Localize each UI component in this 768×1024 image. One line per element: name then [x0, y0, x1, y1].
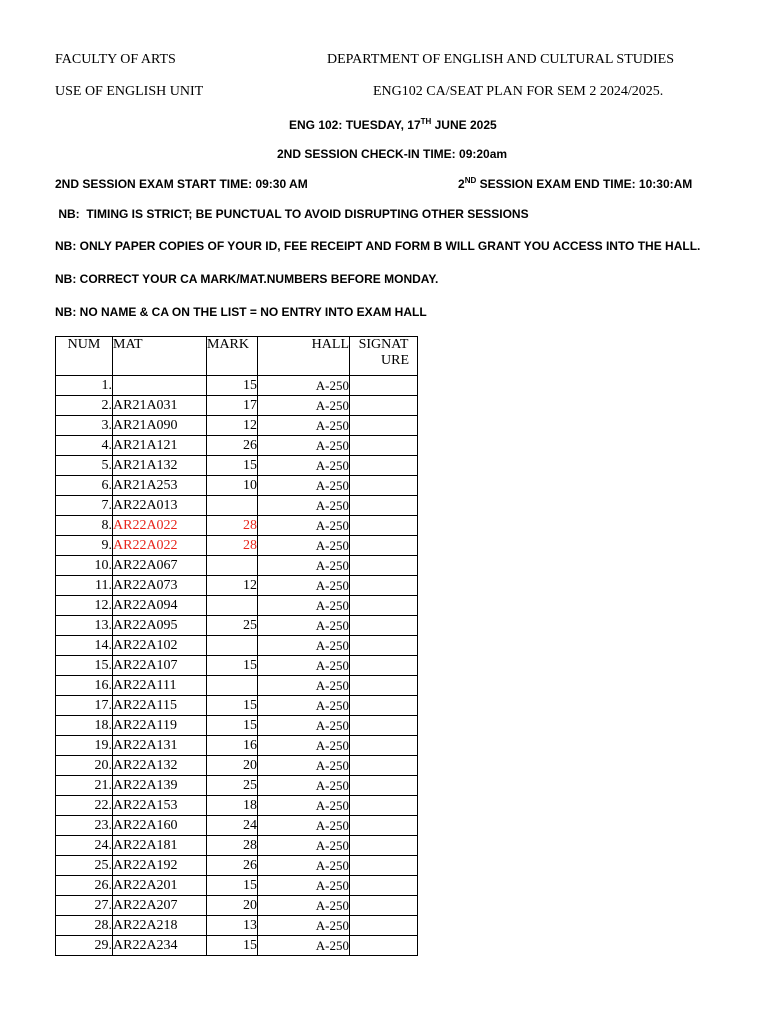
row-hall-cell: A-250: [258, 776, 350, 796]
table-row: [56, 896, 418, 916]
exam-date-prefix: ENG 102: TUESDAY, 17: [289, 118, 421, 132]
table-row: [56, 576, 418, 596]
row-mat-cell: AR21A132: [113, 456, 207, 476]
row-num-cell: 17.: [56, 696, 113, 716]
table-row: [56, 936, 418, 956]
row-hall-cell: A-250: [258, 936, 350, 956]
row-mat-cell: AR22A073: [113, 576, 207, 596]
row-signature-cell: [350, 776, 418, 796]
row-hall-cell: A-250: [258, 556, 350, 576]
row-mat-cell: AR22A131: [113, 736, 207, 756]
row-mark-cell: [207, 596, 258, 616]
row-hall-cell: A-250: [258, 636, 350, 656]
table-row: [56, 376, 418, 396]
row-mark-cell: 15: [207, 376, 258, 396]
row-signature-cell: [350, 496, 418, 516]
row-mat-cell: AR21A121: [113, 436, 207, 456]
checkin-time: 2ND SESSION CHECK-IN TIME: 09:20am: [277, 147, 508, 161]
table-row: [56, 836, 418, 856]
row-signature-cell: [350, 916, 418, 936]
row-mat-cell: AR22A132: [113, 756, 207, 776]
row-num-cell: 16.: [56, 676, 113, 696]
row-mat-cell: AR22A207: [113, 896, 207, 916]
row-signature-cell: [350, 416, 418, 436]
row-num-cell: 22.: [56, 796, 113, 816]
row-num-cell: 4.: [56, 436, 113, 456]
row-mark-cell: 15: [207, 696, 258, 716]
row-mark-cell: 15: [207, 936, 258, 956]
row-num-cell: 10.: [56, 556, 113, 576]
row-signature-cell: [350, 816, 418, 836]
row-signature-cell: [350, 756, 418, 776]
row-num-cell: 12.: [56, 596, 113, 616]
exam-end-prefix: 2: [458, 177, 465, 191]
table-row: [56, 876, 418, 896]
row-mark-cell: [207, 496, 258, 516]
header-hall: HALL: [258, 337, 350, 376]
row-mat-cell: AR22A013: [113, 496, 207, 516]
row-num-cell: 6.: [56, 476, 113, 496]
row-mat-cell: AR22A160: [113, 816, 207, 836]
header-signature: [350, 337, 418, 376]
row-hall-cell: A-250: [258, 436, 350, 456]
unit-title: USE OF ENGLISH UNIT: [55, 84, 204, 99]
row-signature-cell: [350, 456, 418, 476]
row-signature-cell: [350, 576, 418, 596]
row-hall-cell: A-250: [258, 856, 350, 876]
row-mat-cell: AR22A234: [113, 936, 207, 956]
row-mark-cell: 25: [207, 776, 258, 796]
row-num-cell: 23.: [56, 816, 113, 836]
note-correct-ca: NB: CORRECT YOUR CA MARK/MAT.NUMBERS BEFORE MONDAY.: [55, 272, 439, 286]
row-mat-cell: AR22A022: [113, 536, 207, 556]
table-row: [56, 616, 418, 636]
table-row: [56, 456, 418, 476]
row-signature-cell: [350, 936, 418, 956]
row-hall-cell: A-250: [258, 476, 350, 496]
row-num-cell: 18.: [56, 716, 113, 736]
note-no-entry: NB: NO NAME & CA ON THE LIST = NO ENTRY INTO EXAM HALL: [55, 305, 427, 319]
table-row: [56, 756, 418, 776]
row-mat-cell: AR22A095: [113, 616, 207, 636]
seat-plan-table: [55, 336, 418, 956]
exam-end-suffix: SESSION EXAM END TIME: 10:30:AM: [476, 177, 693, 191]
row-mark-cell: [207, 636, 258, 656]
row-signature-cell: [350, 676, 418, 696]
row-mat-cell: AR22A115: [113, 696, 207, 716]
row-mark-cell: 26: [207, 856, 258, 876]
row-mat-cell: AR22A107: [113, 656, 207, 676]
row-hall-cell: A-250: [258, 656, 350, 676]
row-signature-cell: [350, 616, 418, 636]
row-mark-cell: 12: [207, 416, 258, 436]
row-mat-cell: AR22A218: [113, 916, 207, 936]
table-row: [56, 416, 418, 436]
table-row: [56, 736, 418, 756]
row-signature-cell: [350, 376, 418, 396]
row-signature-cell: [350, 896, 418, 916]
table-row: [56, 516, 418, 536]
row-signature-cell: [350, 596, 418, 616]
row-mark-cell: 15: [207, 716, 258, 736]
row-hall-cell: A-250: [258, 536, 350, 556]
faculty-title: FACULTY OF ARTS: [55, 52, 176, 67]
row-hall-cell: A-250: [258, 756, 350, 776]
row-hall-cell: A-250: [258, 576, 350, 596]
row-signature-cell: [350, 636, 418, 656]
row-mark-cell: [207, 556, 258, 576]
row-signature-cell: [350, 736, 418, 756]
row-mark-cell: 13: [207, 916, 258, 936]
row-signature-cell: [350, 796, 418, 816]
row-signature-cell: [350, 856, 418, 876]
row-mark-cell: 25: [207, 616, 258, 636]
note-timing: NB: TIMING IS STRICT; BE PUNCTUAL TO AVOID DISRUPTING OTHER SESSIONS: [55, 207, 529, 221]
row-mark-cell: 15: [207, 876, 258, 896]
row-hall-cell: A-250: [258, 676, 350, 696]
row-num-cell: 1.: [56, 376, 113, 396]
row-hall-cell: A-250: [258, 456, 350, 476]
row-signature-cell: [350, 396, 418, 416]
row-hall-cell: A-250: [258, 516, 350, 536]
row-mark-cell: 16: [207, 736, 258, 756]
row-num-cell: 5.: [56, 456, 113, 476]
row-mark-cell: 15: [207, 656, 258, 676]
row-mark-cell: 15: [207, 456, 258, 476]
row-mark-cell: 10: [207, 476, 258, 496]
table-row: [56, 856, 418, 876]
row-mat-cell: AR22A139: [113, 776, 207, 796]
row-mark-cell: 20: [207, 756, 258, 776]
row-hall-cell: A-250: [258, 796, 350, 816]
row-mat-cell: AR22A119: [113, 716, 207, 736]
table-row: [56, 396, 418, 416]
row-signature-cell: [350, 556, 418, 576]
row-hall-cell: A-250: [258, 896, 350, 916]
row-num-cell: 19.: [56, 736, 113, 756]
seat-plan-title: ENG102 CA/SEAT PLAN FOR SEM 2 2024/2025.: [373, 84, 664, 99]
row-hall-cell: A-250: [258, 836, 350, 856]
row-mat-cell: AR22A094: [113, 596, 207, 616]
row-mat-cell: AR21A090: [113, 416, 207, 436]
table-row: [56, 776, 418, 796]
row-hall-cell: A-250: [258, 396, 350, 416]
row-num-cell: 29.: [56, 936, 113, 956]
row-signature-cell: [350, 716, 418, 736]
row-hall-cell: A-250: [258, 616, 350, 636]
exam-start-time: 2ND SESSION EXAM START TIME: 09:30 AM: [55, 177, 308, 191]
row-mark-cell: 18: [207, 796, 258, 816]
table-header-row: [56, 337, 418, 376]
row-hall-cell: A-250: [258, 816, 350, 836]
row-num-cell: 15.: [56, 656, 113, 676]
row-num-cell: 24.: [56, 836, 113, 856]
row-mat-cell: AR21A031: [113, 396, 207, 416]
row-num-cell: 11.: [56, 576, 113, 596]
exam-date-sup: TH: [420, 117, 432, 126]
row-mark-cell: 24: [207, 816, 258, 836]
row-hall-cell: A-250: [258, 876, 350, 896]
table-row: [56, 916, 418, 936]
exam-end-sup: ND: [464, 176, 477, 185]
table-row: [56, 656, 418, 676]
row-num-cell: 9.: [56, 536, 113, 556]
row-mat-cell: AR22A153: [113, 796, 207, 816]
table-row: [56, 436, 418, 456]
row-mat-cell: AR22A022: [113, 516, 207, 536]
row-mat-cell: [113, 376, 207, 396]
row-num-cell: 27.: [56, 896, 113, 916]
table-row: [56, 636, 418, 656]
row-hall-cell: A-250: [258, 716, 350, 736]
table-row: [56, 556, 418, 576]
row-mat-cell: AR21A253: [113, 476, 207, 496]
row-mark-cell: 28: [207, 836, 258, 856]
row-hall-cell: A-250: [258, 696, 350, 716]
table-row: [56, 796, 418, 816]
header-mark: MARK: [207, 337, 258, 376]
row-num-cell: 28.: [56, 916, 113, 936]
header-num: NUM: [56, 337, 113, 376]
row-mark-cell: 28: [207, 536, 258, 556]
header-mat: MAT: [113, 337, 207, 376]
row-mat-cell: AR22A201: [113, 876, 207, 896]
row-num-cell: 25.: [56, 856, 113, 876]
exam-date-suffix: JUNE 2025: [431, 118, 497, 132]
row-mark-cell: 28: [207, 516, 258, 536]
table-row: [56, 816, 418, 836]
note-paper-copies: NB: ONLY PAPER COPIES OF YOUR ID, FEE RECEIPT AND FORM B WILL GRANT YOU ACCESS INTO THE HALL.: [55, 239, 701, 253]
row-mat-cell: AR22A192: [113, 856, 207, 876]
row-mark-cell: 20: [207, 896, 258, 916]
row-mark-cell: 26: [207, 436, 258, 456]
row-hall-cell: A-250: [258, 736, 350, 756]
row-hall-cell: A-250: [258, 416, 350, 436]
row-signature-cell: [350, 536, 418, 556]
row-num-cell: 21.: [56, 776, 113, 796]
row-mat-cell: AR22A067: [113, 556, 207, 576]
row-hall-cell: A-250: [258, 596, 350, 616]
row-signature-cell: [350, 836, 418, 856]
table-row: [56, 476, 418, 496]
row-num-cell: 14.: [56, 636, 113, 656]
row-signature-cell: [350, 656, 418, 676]
row-mark-cell: 17: [207, 396, 258, 416]
header-signature-line1: SIGNAT: [358, 337, 409, 352]
row-num-cell: 26.: [56, 876, 113, 896]
row-num-cell: 7.: [56, 496, 113, 516]
table-row: [56, 596, 418, 616]
row-hall-cell: A-250: [258, 916, 350, 936]
row-signature-cell: [350, 436, 418, 456]
table-row: [56, 696, 418, 716]
table-row: [56, 716, 418, 736]
row-mat-cell: AR22A181: [113, 836, 207, 856]
row-hall-cell: A-250: [258, 376, 350, 396]
row-num-cell: 8.: [56, 516, 113, 536]
table-row: [56, 676, 418, 696]
row-num-cell: 2.: [56, 396, 113, 416]
exam-date: [289, 118, 497, 132]
row-signature-cell: [350, 696, 418, 716]
row-signature-cell: [350, 876, 418, 896]
row-mat-cell: AR22A111: [113, 676, 207, 696]
row-mat-cell: AR22A102: [113, 636, 207, 656]
row-signature-cell: [350, 476, 418, 496]
row-num-cell: 3.: [56, 416, 113, 436]
header-signature-line2: URE: [381, 353, 409, 368]
row-num-cell: 13.: [56, 616, 113, 636]
row-num-cell: 20.: [56, 756, 113, 776]
row-hall-cell: A-250: [258, 496, 350, 516]
row-mark-cell: [207, 676, 258, 696]
exam-end-time: [458, 177, 692, 191]
row-mark-cell: 12: [207, 576, 258, 596]
table-row: [56, 496, 418, 516]
table-row: [56, 536, 418, 556]
department-title: DEPARTMENT OF ENGLISH AND CULTURAL STUDIES: [327, 52, 674, 67]
row-signature-cell: [350, 516, 418, 536]
